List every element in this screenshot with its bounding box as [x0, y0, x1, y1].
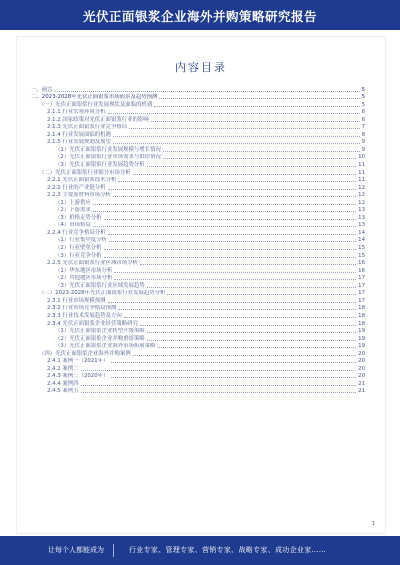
toc-entry-label: 2.4.1 案例一（2021年）	[47, 358, 109, 365]
toc-leader-dots	[109, 241, 356, 242]
toc-entry-page: 12	[358, 192, 365, 199]
toc-entry[interactable]	[31, 275, 365, 283]
toc-entry-page: 17	[358, 282, 365, 289]
toc-leader-dots	[104, 257, 357, 258]
toc-entry-page: 10	[358, 154, 365, 161]
toc-entry-label: 2.4.2 案例二	[47, 365, 79, 372]
toc-entry[interactable]	[31, 252, 365, 260]
toc-entry-label: （四）光伏正面银浆企业海外并购案例	[39, 350, 131, 357]
toc-entry[interactable]	[31, 229, 365, 237]
toc-leader-dots	[111, 362, 357, 363]
toc-entry-page: 13	[358, 214, 365, 221]
toc-entry-page: 17	[358, 275, 365, 282]
toc-leader-dots	[133, 174, 356, 175]
toc-leader-dots	[147, 166, 356, 167]
toc-entry-page: 21	[358, 388, 365, 395]
toc-leader-dots	[81, 392, 357, 393]
toc-entry-label: 2.4.5 案例五	[47, 388, 79, 395]
toc-entry-label: 2.1.5 行业发展规划及展望	[47, 139, 111, 146]
toc-entry-label: （3）价格走势分析	[55, 214, 102, 221]
toc-entry-label: （1）华东地区市场分析	[55, 267, 113, 274]
toc-leader-dots	[55, 91, 360, 92]
toc-leader-dots	[124, 317, 356, 318]
toc-entry-page: 17	[358, 290, 365, 297]
table-of-contents	[31, 86, 365, 395]
toc-entry[interactable]	[31, 86, 365, 94]
toc-leader-dots	[108, 113, 360, 114]
toc-entry[interactable]	[31, 335, 365, 343]
toc-leader-dots	[104, 219, 357, 220]
toc-entry-page: 21	[358, 380, 365, 387]
toc-entry-label: （2）下游需求	[55, 207, 91, 214]
toc-entry[interactable]	[31, 139, 365, 147]
toc-entry-page: 20	[358, 350, 365, 357]
toc-leader-dots	[159, 98, 359, 99]
toc-leader-dots	[81, 370, 357, 371]
toc-entry-label: （1）光伏正面银浆行业发展规模与增长情况	[55, 146, 161, 153]
toc-entry[interactable]	[31, 101, 365, 109]
toc-leader-dots	[147, 287, 356, 288]
toc-entry-page: 18	[358, 305, 365, 312]
toc-entry-label: 2.2.4 行业竞争格局分析	[47, 229, 106, 236]
toc-entry-label: （3）行业竞争分析	[55, 252, 102, 259]
toc-leader-dots	[81, 385, 357, 386]
toc-entry-label: 2.3.4 光伏正面银浆企业经营策略研究	[47, 320, 138, 327]
toc-entry-label: 二、2023-2028年光伏正面银浆市场前景及趋势预测	[31, 94, 158, 101]
toc-entry[interactable]	[31, 244, 365, 252]
toc-entry-page: 19	[358, 335, 365, 342]
toc-entry-label: 2.4.4 案例四	[47, 380, 79, 387]
toc-entry-label: （1）上游供应	[55, 199, 91, 206]
toc-title: 内容目录	[175, 61, 227, 74]
toc-entry-label: （4）市场格局	[55, 222, 91, 229]
toc-leader-dots	[113, 196, 356, 197]
toc-entry-label: （3）光伏正面银浆行业发展趋势分析	[55, 162, 145, 169]
toc-leader-dots	[154, 106, 359, 107]
toc-leader-dots	[167, 294, 356, 295]
toc-entry[interactable]	[31, 207, 365, 215]
toc-entry-label: （1）行业集中度分析	[55, 237, 107, 244]
toc-entry-page: 12	[358, 199, 365, 206]
toc-entry-label: （2）其他地区市场分析	[55, 275, 113, 282]
toc-entry[interactable]	[31, 214, 365, 222]
toc-leader-dots	[113, 136, 360, 137]
toc-entry-page: 15	[358, 245, 365, 252]
toc-entry[interactable]	[31, 184, 365, 192]
toc-leader-dots	[108, 234, 357, 235]
footer-slogan: 让每个人都能成为	[48, 546, 104, 554]
toc-leader-dots	[114, 272, 356, 273]
toc-entry-page: 14	[358, 237, 365, 244]
toc-leader-dots	[93, 211, 356, 212]
toc-leader-dots	[114, 279, 356, 280]
toc-entry-page: 11	[358, 162, 365, 169]
toc-entry-label: （二）光伏正面银浆行业细分市场分析	[39, 169, 131, 176]
toc-entry-label: （一）光伏正面银浆行业发展现状及面临的机遇	[39, 101, 153, 108]
toc-entry[interactable]	[31, 380, 365, 388]
toc-entry-label: 2.2.1 光伏正面银浆技术分析	[47, 177, 117, 184]
toc-entry-page: 6	[361, 116, 365, 123]
toc-leader-dots	[157, 347, 356, 348]
toc-entry[interactable]	[31, 222, 365, 230]
toc-entry[interactable]	[31, 358, 365, 366]
toc-entry[interactable]	[31, 312, 365, 320]
toc-entry-page: 18	[358, 312, 365, 319]
toc-entry-label: 2.2.5 光伏正面银浆行业区域市场分析	[47, 260, 138, 267]
toc-entry-label: 2.3.2 行业市场竞争格局预测	[47, 305, 117, 312]
toc-entry-label: 2.1.1 行业宏观环境分析	[47, 109, 106, 116]
footer-bar	[0, 536, 400, 565]
toc-entry[interactable]	[31, 373, 365, 381]
toc-leader-dots	[147, 340, 356, 341]
toc-entry-label: 2.3.3 行业技术发展趋势及方向	[47, 312, 122, 319]
toc-entry-page: 17	[358, 297, 365, 304]
toc-leader-dots	[151, 121, 360, 122]
toc-entry[interactable]	[31, 320, 365, 328]
footer-divider	[113, 544, 114, 557]
toc-entry-label: （3）光伏正面银浆行业区域发展趋势	[55, 282, 145, 289]
header-bar	[0, 0, 400, 30]
toc-entry-page: 5	[361, 94, 365, 101]
toc-entry[interactable]	[31, 237, 365, 245]
toc-entry-page: 11	[358, 169, 365, 176]
toc-leader-dots	[118, 309, 356, 310]
toc-entry-page: 19	[358, 343, 365, 350]
toc-entry[interactable]	[31, 109, 365, 117]
toc-entry-page: 8	[361, 131, 365, 138]
toc-entry[interactable]	[31, 94, 365, 102]
toc-entry[interactable]	[31, 116, 365, 124]
toc-entry-label: 2.1.3 光伏正面银浆行业竞争格局	[47, 124, 128, 131]
toc-entry[interactable]	[31, 267, 365, 275]
toc-entry[interactable]	[31, 199, 365, 207]
toc-leader-dots	[104, 249, 357, 250]
toc-entry-page: 12	[358, 184, 365, 191]
toc-entry[interactable]	[31, 305, 365, 313]
toc-entry[interactable]	[31, 388, 365, 396]
toc-entry-label: （2）光伏正面银浆企业并购重组策略	[55, 335, 145, 342]
toc-entry[interactable]	[31, 161, 365, 169]
toc-entry-page: 18	[358, 320, 365, 327]
toc-entry[interactable]	[31, 282, 365, 290]
toc-leader-dots	[163, 158, 356, 159]
toc-entry-page: 16	[358, 260, 365, 267]
footer-tagline: 行业专家、管理专家、营销专家、战略专家、成功企业家……	[129, 546, 327, 554]
toc-entry-page: 19	[358, 328, 365, 335]
toc-leader-dots	[111, 377, 357, 378]
toc-entry-page: 15	[358, 252, 365, 259]
toc-entry[interactable]	[31, 192, 365, 200]
toc-entry-page: 13	[358, 222, 365, 229]
toc-entry-label: （1）光伏正面银浆企业转型升级策略	[55, 328, 145, 335]
document-title: 光伏正面银浆企业海外并购策略研究报告	[82, 9, 317, 24]
toc-entry-label: 一、前言	[31, 86, 53, 93]
toc-entry[interactable]	[31, 365, 365, 373]
toc-entry[interactable]	[31, 169, 365, 177]
toc-entry-label: （3）光伏正面银浆企业海外市场拓展策略	[55, 343, 156, 350]
toc-entry[interactable]	[31, 260, 365, 268]
toc-entry[interactable]	[31, 350, 365, 358]
toc-entry-label: 2.2.2 行业的产业链分析	[47, 184, 106, 191]
toc-leader-dots	[93, 204, 356, 205]
toc-entry-page: 9	[361, 139, 365, 146]
toc-leader-dots	[118, 181, 356, 182]
toc-entry[interactable]	[31, 343, 365, 351]
toc-entry-label: 2.2.3 主要原材料市场分析	[47, 192, 111, 199]
toc-entry[interactable]	[31, 177, 365, 185]
toc-leader-dots	[113, 143, 360, 144]
toc-leader-dots	[129, 128, 359, 129]
toc-leader-dots	[108, 302, 357, 303]
toc-entry-label: 2.4.3 案例三（2020年）	[47, 373, 109, 380]
toc-entry[interactable]	[31, 124, 365, 132]
toc-leader-dots	[147, 332, 356, 333]
toc-entry-label: （三）2023-2028年光伏正面银浆行业发展趋势分析	[39, 290, 166, 297]
toc-entry-label: 2.3.1 行业市场规模预测	[47, 297, 106, 304]
toc-entry-page: 20	[358, 373, 365, 380]
toc-entry-page: 9	[361, 146, 365, 153]
toc-leader-dots	[133, 355, 356, 356]
toc-entry[interactable]	[31, 297, 365, 305]
toc-entry[interactable]	[31, 131, 365, 139]
toc-entry-page: 14	[358, 229, 365, 236]
toc-entry-page: 16	[358, 267, 365, 274]
document-page	[16, 36, 386, 534]
toc-entry-page: 11	[358, 177, 365, 184]
toc-leader-dots	[93, 226, 356, 227]
toc-entry-page: 6	[361, 109, 365, 116]
toc-entry-label: （2）行业壁垒分析	[55, 245, 102, 252]
toc-leader-dots	[140, 264, 356, 265]
toc-leader-dots	[140, 325, 356, 326]
toc-entry-page: 7	[361, 124, 365, 131]
toc-entry[interactable]	[31, 146, 365, 154]
toc-entry-page: 20	[358, 358, 365, 365]
page-number: 1	[371, 521, 375, 527]
toc-entry-page: 5	[361, 86, 365, 93]
toc-leader-dots	[163, 151, 360, 152]
toc-entry-page: 20	[358, 365, 365, 372]
toc-entry-label: 2.1.4 行业发展面临的机遇	[47, 131, 111, 138]
toc-entry-label: 2.1.2 国家政策对光伏正面银浆行业的影响	[47, 116, 149, 123]
toc-entry-page: 5	[361, 101, 365, 108]
toc-entry-label: （2）光伏正面银浆行业市场需求与供给情况	[55, 154, 161, 161]
toc-entry-page: 13	[358, 207, 365, 214]
toc-entry[interactable]	[31, 290, 365, 298]
toc-leader-dots	[108, 189, 357, 190]
toc-entry[interactable]	[31, 154, 365, 162]
toc-entry[interactable]	[31, 328, 365, 336]
